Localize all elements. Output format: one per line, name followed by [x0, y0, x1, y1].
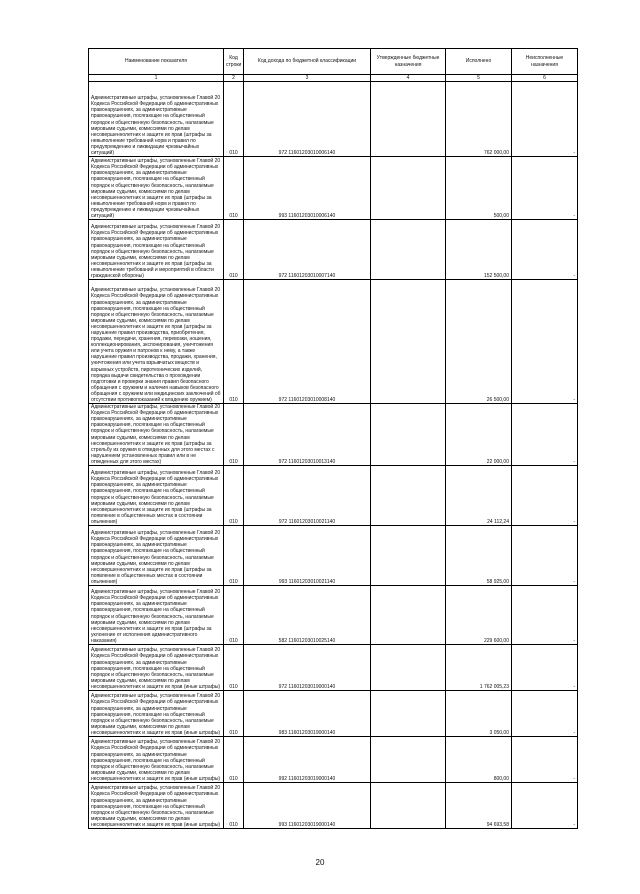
executed-cell: 22 000,00 — [446, 404, 512, 466]
indicator-name-cell: Административные штрафы, установленные Главой 20 Кодекса Российской Федерации об административных правонарушениях, за административные правонарушения, посягающие на общественный порядок и общественную безопасность, налагаемые мировыми судьями, комиссиями по делам несовершеннолетних и защите их прав (штрафы за невыполнение требований норм и правил по предупреждению и ликвидации чрезвычайных ситуаций) — [89, 157, 224, 220]
unexecuted-cell: - — [512, 280, 578, 404]
column-number: 1 — [89, 75, 224, 82]
executed-cell: 3 050,00 — [446, 691, 512, 737]
income-code-cell: 972 11601203010021140 — [244, 466, 371, 526]
column-number-row — [89, 75, 578, 82]
income-code-cell: 582 11601203010025140 — [244, 586, 371, 645]
approved-cell — [371, 526, 446, 586]
indicator-name-cell: Административные штрафы, установленные Главой 20 Кодекса Российской Федерации об административных правонарушениях, за административные правонарушения, посягающие на общественный порядок и общественную безопасность, налагаемые мировыми судьями, комиссиями по делам несовершеннолетних и защите их прав (иные штрафы) — [89, 737, 224, 783]
approved-cell — [371, 645, 446, 691]
table-row — [89, 82, 578, 157]
unexecuted-cell: - — [512, 783, 578, 829]
table-row — [89, 157, 578, 220]
executed-cell: 94 693,58 — [446, 783, 512, 829]
table-row — [89, 737, 578, 783]
table-row — [89, 783, 578, 829]
table-row — [89, 280, 578, 404]
income-code-cell: 972 11601203010008140 — [244, 280, 371, 404]
approved-cell — [371, 691, 446, 737]
budget-execution-table — [88, 48, 578, 829]
table-row — [89, 691, 578, 737]
indicator-name-cell: Административные штрафы, установленные Главой 20 Кодекса Российской Федерации об административных правонарушениях, за административные правонарушения, посягающие на общественный порядок и общественную безопасность, налагаемые мировыми судьями, комиссиями по делам несовершеннолетних и защите их прав (штрафы за появление в общественных местах в состоянии опьянения) — [89, 526, 224, 586]
unexecuted-cell: - — [512, 157, 578, 220]
income-code-cell: 993 11601203019000140 — [244, 783, 371, 829]
income-code-cell: 972 11601203010007140 — [244, 220, 371, 280]
indicator-name-cell: Административные штрафы, установленные Главой 20 Кодекса Российской Федерации об административных правонарушениях, за административные правонарушения, посягающие на общественный порядок и общественную безопасность, налагаемые мировыми судьями, комиссиями по делам несовершеннолетних и защите их прав (штрафы за уклонение от исполнения административного наказания) — [89, 586, 224, 645]
unexecuted-cell: - — [512, 737, 578, 783]
approved-cell — [371, 157, 446, 220]
column-number: 4 — [371, 75, 446, 82]
approved-cell — [371, 586, 446, 645]
executed-cell: 500,00 — [446, 157, 512, 220]
indicator-name-cell: Административные штрафы, установленные Главой 20 Кодекса Российской Федерации об административных правонарушениях, за административные правонарушения, посягающие на общественный порядок и общественную безопасность, налагаемые мировыми судьями, комиссиями по делам несовершеннолетних и защите их прав (иные штрафы) — [89, 691, 224, 737]
column-number: 2 — [224, 75, 244, 82]
income-code-cell: 993 11601203010021140 — [244, 526, 371, 586]
executed-cell: 152 500,00 — [446, 220, 512, 280]
line-code-cell: 010 — [224, 691, 244, 737]
indicator-name-cell: Административные штрафы, установленные Главой 20 Кодекса Российской Федерации об административных правонарушениях, за административные правонарушения, посягающие на общественный порядок и общественную безопасность, налагаемые мировыми судьями, комиссиями по делам несовершеннолетних и защите их прав (штрафы за нарушение правил производства, приобретения, продажи, передачи, хранения, перевозки, ношения, коллекционирования, экспонирования, уничтожения или учета оружия и патронов к нему, а также нарушение правил производства, продажи, хранения, уничтожения или учета взрывчатых веществ и взрывных устройств, пиротехнических изделий, порядка выдачи свидетельства о прохождении подготовки и проверки знания правил безопасного обращения с оружием и наличия навыков безопасного обращения с оружием или медицинских заключений об отсутствии противопоказаний к владению оружием) — [89, 280, 224, 404]
line-code-cell: 010 — [224, 586, 244, 645]
header-unexecuted: Неисполненные назначения — [512, 49, 578, 75]
table-row — [89, 404, 578, 466]
unexecuted-cell: - — [512, 645, 578, 691]
unexecuted-cell: - — [512, 466, 578, 526]
line-code-cell: 010 — [224, 466, 244, 526]
line-code-cell: 010 — [224, 280, 244, 404]
executed-cell: 58 925,00 — [446, 526, 512, 586]
column-number: 6 — [512, 75, 578, 82]
executed-cell: 800,00 — [446, 737, 512, 783]
line-code-cell: 010 — [224, 783, 244, 829]
table-row — [89, 220, 578, 280]
line-code-cell: 010 — [224, 220, 244, 280]
approved-cell — [371, 82, 446, 157]
table-row — [89, 586, 578, 645]
approved-cell — [371, 404, 446, 466]
approved-cell — [371, 280, 446, 404]
line-code-cell: 010 — [224, 526, 244, 586]
approved-cell — [371, 466, 446, 526]
executed-cell: 762 000,00 — [446, 82, 512, 157]
indicator-name-cell: Административные штрафы, установленные Главой 20 Кодекса Российской Федерации об административных правонарушениях, за административные правонарушения, посягающие на общественный порядок и общественную безопасность, налагаемые мировыми судьями, комиссиями по делам несовершеннолетних и защите их прав (иные штрафы) — [89, 645, 224, 691]
unexecuted-cell: - — [512, 691, 578, 737]
indicator-name-cell: Административные штрафы, установленные Главой 20 Кодекса Российской Федерации об административных правонарушениях, за административные правонарушения, посягающие на общественный порядок и общественную безопасность, налагаемые мировыми судьями, комиссиями по делам несовершеннолетних и защите их прав (штрафы за стрельбу из оружия в отведенных для этого местах с нарушением установленных правил или в не отведенных для этого местах) — [89, 404, 224, 466]
header-executed: Исполнено — [446, 49, 512, 75]
executed-cell: 229 600,00 — [446, 586, 512, 645]
page-number: 20 — [315, 858, 325, 867]
income-code-cell: 972 11601203010006140 — [244, 82, 371, 157]
line-code-cell: 010 — [224, 157, 244, 220]
income-code-cell: 993 11601203010006140 — [244, 157, 371, 220]
column-number: 5 — [446, 75, 512, 82]
unexecuted-cell: - — [512, 404, 578, 466]
column-number: 3 — [244, 75, 371, 82]
executed-cell: 1 762 005,23 — [446, 645, 512, 691]
indicator-name-cell: Административные штрафы, установленные Главой 20 Кодекса Российской Федерации об административных правонарушениях, за административные правонарушения, посягающие на общественный порядок и общественную безопасность, налагаемые мировыми судьями, комиссиями по делам несовершеннолетних и защите их прав (штрафы за появление в общественных местах в состоянии опьянения) — [89, 466, 224, 526]
unexecuted-cell: - — [512, 82, 578, 157]
income-code-cell: 992 11601203019000140 — [244, 737, 371, 783]
approved-cell — [371, 783, 446, 829]
approved-cell — [371, 220, 446, 280]
income-code-cell: 972 11601203010013140 — [244, 404, 371, 466]
unexecuted-cell: - — [512, 526, 578, 586]
header-row — [89, 49, 578, 75]
line-code-cell: 010 — [224, 404, 244, 466]
approved-cell — [371, 737, 446, 783]
unexecuted-cell: - — [512, 586, 578, 645]
header-approved: Утвержденные бюджетные назначения — [371, 49, 446, 75]
indicator-name-cell: Административные штрафы, установленные Главой 20 Кодекса Российской Федерации об административных правонарушениях, за административные правонарушения, посягающие на общественный порядок и общественную безопасность, налагаемые мировыми судьями, комиссиями по делам несовершеннолетних и защите их прав (штрафы за невыполнение требований и мероприятий в области гражданской обороны) — [89, 220, 224, 280]
header-line-code: Код строки — [224, 49, 244, 75]
line-code-cell: 010 — [224, 645, 244, 691]
header-income-code: Код дохода по бюджетной классификации — [244, 49, 371, 75]
table-row — [89, 645, 578, 691]
indicator-name-cell: Административные штрафы, установленные Главой 20 Кодекса Российской Федерации об административных правонарушениях, за административные правонарушения, посягающие на общественный порядок и общественную безопасность, налагаемые мировыми судьями, комиссиями по делам несовершеннолетних и защите их прав (иные штрафы) — [89, 783, 224, 829]
income-code-cell: 972 11601203019000140 — [244, 645, 371, 691]
line-code-cell: 010 — [224, 82, 244, 157]
income-code-cell: 983 11601203019000140 — [244, 691, 371, 737]
unexecuted-cell: - — [512, 220, 578, 280]
indicator-name-cell: Административные штрафы, установленные Главой 20 Кодекса Российской Федерации об административных правонарушениях, за административные правонарушения, посягающие на общественный порядок и общественную безопасность, налагаемые мировыми судьями, комиссиями по делам несовершеннолетних и защите их прав (штрафы за невыполнение требований норм и правил по предупреждению и ликвидации чрезвычайных ситуаций) — [89, 82, 224, 157]
executed-cell: 26 500,00 — [446, 280, 512, 404]
line-code-cell: 010 — [224, 737, 244, 783]
table-row — [89, 526, 578, 586]
table-row — [89, 466, 578, 526]
header-indicator-name: Наименование показателя — [89, 49, 224, 75]
executed-cell: 24 112,24 — [446, 466, 512, 526]
